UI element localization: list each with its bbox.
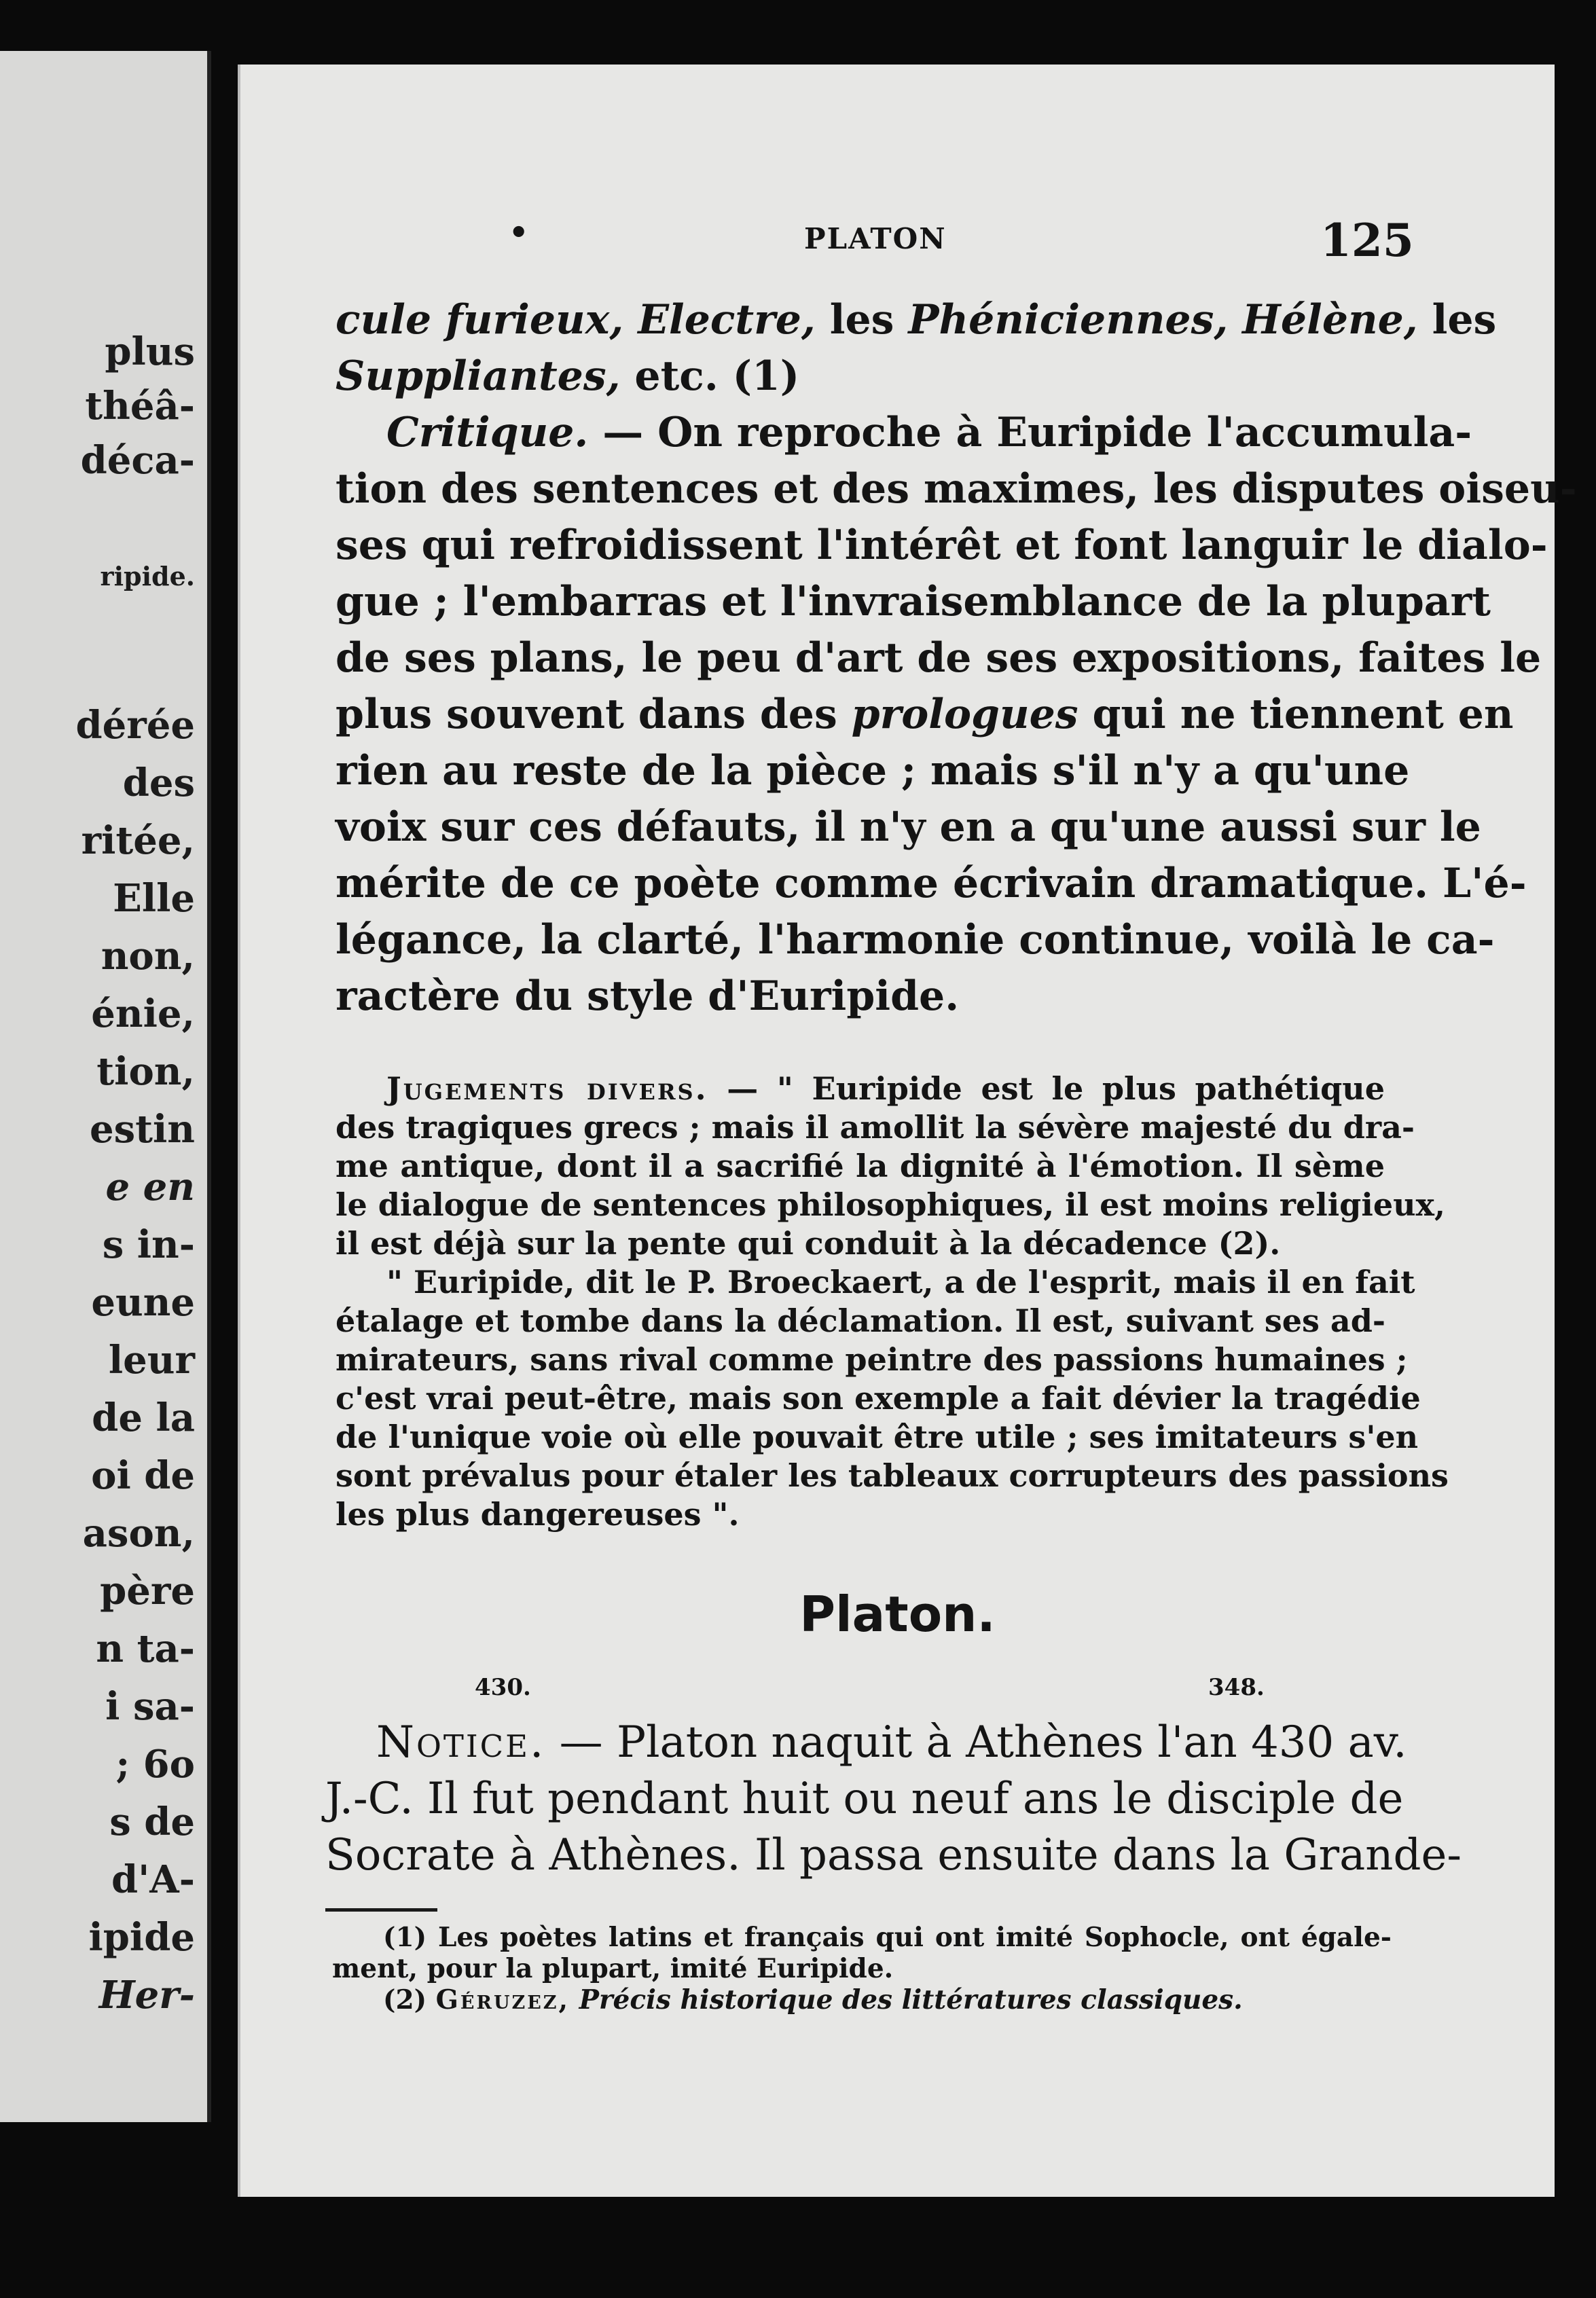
text-line: J.-C. Il fut pendant huit ou neuf ans le disciple de bbox=[325, 1774, 1404, 1824]
death-date: 348. bbox=[1208, 1674, 1265, 1701]
footnote-1-line: (1) Les poètes latins et français qui ont imité Sophocle, ont égale- bbox=[383, 1922, 1392, 1953]
running-head bbox=[240, 214, 1555, 268]
text-line: ses qui refroidissent l'intérêt et font languir le dialo- bbox=[335, 522, 1548, 569]
text-line: de l'unique voie où elle pouvait être utile ; ses imitateurs s'en bbox=[335, 1419, 1419, 1455]
text-fragment: qui ne tiennent en bbox=[1078, 691, 1514, 738]
text-line bbox=[335, 348, 1385, 405]
previous-page-line: Elle bbox=[113, 876, 195, 921]
text-line: le dialogue de sentences philosophiques, il est moins religieux, bbox=[335, 1186, 1445, 1223]
text-line: rien au reste de la pièce ; mais s'il n'y a qu'une bbox=[335, 747, 1410, 795]
text-fragment: — On reproche à Euripide l'accumula- bbox=[588, 409, 1472, 456]
previous-page-line: estin bbox=[89, 1107, 195, 1152]
previous-page-line: père bbox=[100, 1569, 195, 1613]
previous-page-line: dérée bbox=[75, 703, 195, 748]
previous-page-line: ripide. bbox=[100, 561, 195, 591]
previous-page-line: déca- bbox=[80, 438, 195, 483]
text-line: " Euripide, dit le P. Broeckaert, a de l'esprit, mais il en fait bbox=[386, 1264, 1415, 1300]
work-titles: Suppliantes, bbox=[335, 352, 621, 400]
paragraph-euripide-works bbox=[335, 292, 1497, 405]
previous-page-line: leur bbox=[108, 1338, 195, 1383]
judgements-label: Jugements divers. bbox=[386, 1070, 708, 1107]
footnote-work-title: Précis historique des littératures classiques. bbox=[570, 1984, 1243, 2016]
text-fragment: les bbox=[815, 296, 909, 344]
emphasis-prologues: prologues bbox=[851, 691, 1078, 738]
paragraph-critique bbox=[335, 405, 1577, 1025]
text-line: me antique, dont il a sacrifié la dignité à l'émotion. Il sème bbox=[335, 1148, 1385, 1184]
previous-page-line: des bbox=[122, 761, 195, 805]
work-titles: cule furieux, Electre, bbox=[335, 296, 816, 344]
critique-label: Critique. bbox=[386, 409, 589, 456]
running-head-dot: • bbox=[509, 214, 529, 251]
text-line: mérite de ce poète comme écrivain dramatique. L'é- bbox=[335, 860, 1527, 907]
page-number: 125 bbox=[1320, 214, 1414, 267]
text-line bbox=[335, 292, 1497, 348]
text-line: il est déjà sur la pente qui conduit à la décadence (2). bbox=[335, 1225, 1281, 1262]
book-page bbox=[238, 65, 1577, 2197]
previous-page-line: n ta- bbox=[96, 1626, 195, 1671]
text-line: mirateurs, sans rival comme peintre des passions humaines ; bbox=[335, 1341, 1408, 1378]
text-fragment: etc. (1) bbox=[620, 352, 800, 400]
previous-page-line: i sa- bbox=[105, 1684, 195, 1729]
text-line: tion des sentences et des maximes, les disputes oiseu- bbox=[335, 465, 1577, 513]
text-line: Socrate à Athènes. Il passa ensuite dans la Grande- bbox=[325, 1830, 1462, 1880]
previous-page-line: tion, bbox=[96, 1049, 195, 1094]
previous-page-line: s in- bbox=[102, 1222, 195, 1267]
text-line: des tragiques grecs ; mais il amollit la sévère majesté du dra- bbox=[335, 1109, 1415, 1146]
judgements-divers bbox=[335, 1070, 1449, 1534]
text-line bbox=[335, 1070, 1385, 1108]
birth-date: 430. bbox=[475, 1674, 531, 1701]
text-line: les plus dangereuses ". bbox=[335, 1496, 740, 1533]
previous-page-line: ritée, bbox=[81, 818, 195, 863]
previous-page-line: Her- bbox=[98, 1973, 195, 2018]
text-fragment: les bbox=[1417, 296, 1497, 344]
text-line: légance, la clarté, l'harmonie continue, voilà le ca- bbox=[335, 916, 1495, 964]
previous-page-line: théâ- bbox=[85, 384, 195, 428]
footnotes bbox=[332, 1922, 1392, 2016]
previous-page-line: non, bbox=[101, 934, 195, 979]
text-line: étalage et tombe dans la déclamation. Il est, suivant ses ad- bbox=[335, 1302, 1385, 1339]
footnote-2 bbox=[332, 1984, 1392, 2016]
previous-page-line: oi de bbox=[91, 1453, 195, 1498]
previous-page-line: de la bbox=[92, 1396, 195, 1440]
text-line: c'est vrai peut-être, mais son exemple a fait dévier la tragédie bbox=[335, 1380, 1421, 1417]
text-fragment: — " Euripide est le plus pathétique bbox=[708, 1070, 1385, 1107]
notice-label: Notice. bbox=[376, 1717, 546, 1768]
text-fragment: plus souvent dans des bbox=[335, 691, 852, 738]
text-line bbox=[335, 687, 1514, 743]
previous-page-line: eune bbox=[91, 1280, 195, 1325]
text-line bbox=[325, 1715, 1407, 1771]
text-line: sont prévalus pour étaler les tableaux corrupteurs des passions bbox=[335, 1457, 1449, 1494]
previous-page-line: e en bbox=[105, 1165, 195, 1209]
section-title-platon: Platon. bbox=[799, 1586, 996, 1643]
previous-page-fragment bbox=[0, 51, 211, 2122]
running-head-title: PLATON bbox=[804, 222, 947, 255]
footnote-author: Géruzez, bbox=[435, 1984, 570, 2016]
notice-paragraph bbox=[325, 1715, 1462, 1884]
text-line: de ses plans, le peu d'art de ses expositions, faites le bbox=[335, 634, 1542, 682]
work-titles: Phéniciennes, Hélène, bbox=[908, 296, 1418, 344]
previous-page-line: d'A- bbox=[111, 1857, 195, 1902]
text-line: voix sur ces défauts, il n'y en a qu'une aussi sur le bbox=[335, 803, 1481, 851]
previous-page-line: plus bbox=[105, 329, 195, 374]
text-fragment: (2) bbox=[383, 1984, 436, 2016]
previous-page-line: ; 6o bbox=[115, 1742, 195, 1787]
previous-page-line: énie, bbox=[91, 991, 195, 1036]
text-line: gue ; l'embarras et l'invraisemblance de la plupart bbox=[335, 578, 1491, 625]
text-line bbox=[335, 405, 1472, 461]
previous-page-line: ason, bbox=[82, 1511, 195, 1556]
previous-page-line: s de bbox=[109, 1800, 195, 1844]
text-fragment: — Platon naquit à Athènes l'an 430 av. bbox=[545, 1717, 1407, 1768]
footnote-1-line: ment, pour la plupart, imité Euripide. bbox=[332, 1953, 894, 1984]
footnote-rule bbox=[325, 1908, 437, 1912]
previous-page-line: ipide bbox=[88, 1915, 195, 1960]
text-line: ractère du style d'Euripide. bbox=[335, 972, 960, 1020]
